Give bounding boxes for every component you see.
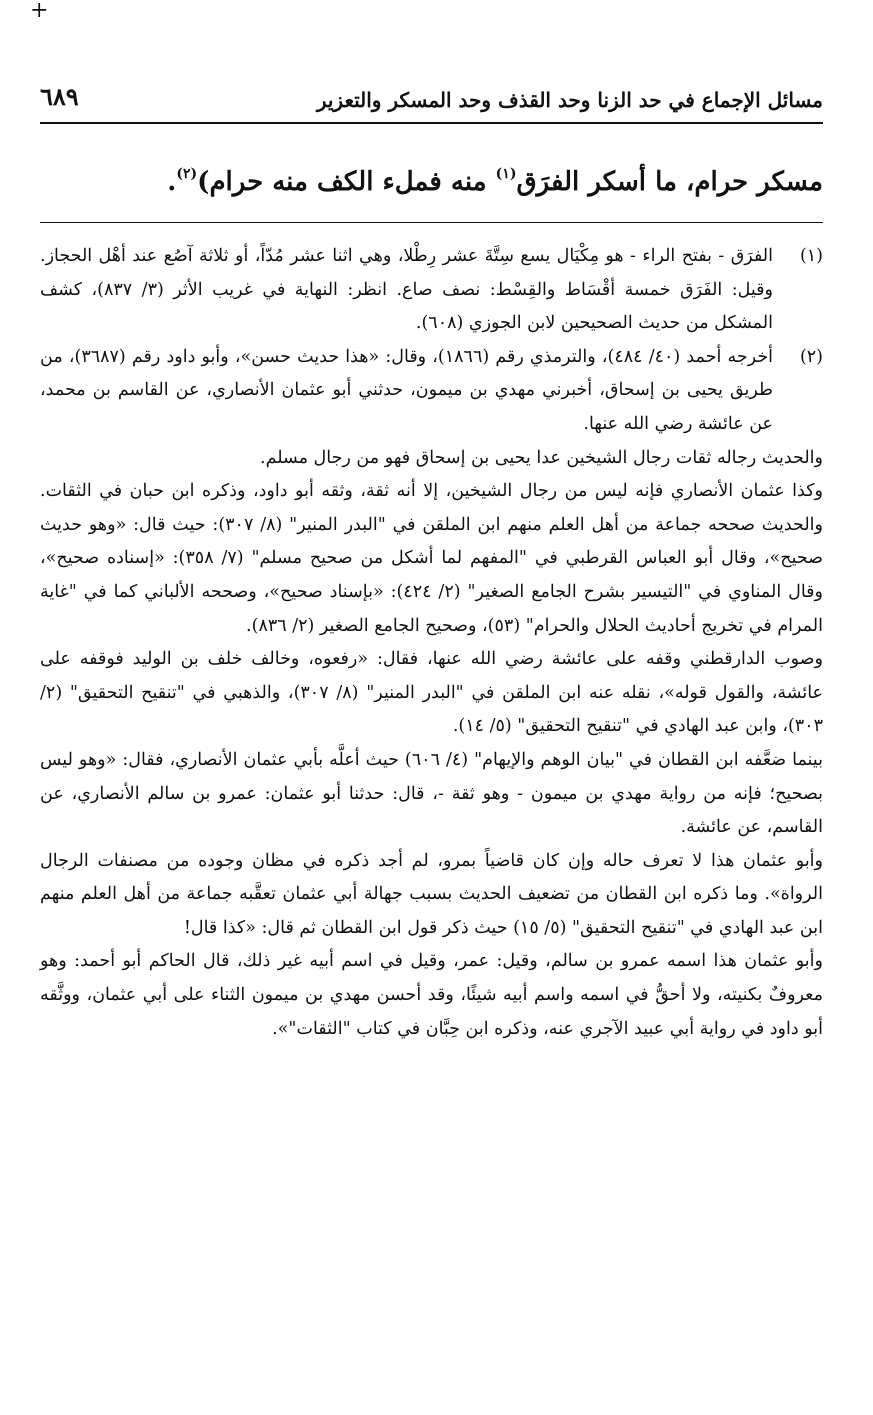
footnote-paragraph: وصوب الدارقطني وقفه على عائشة رضي الله عنها، فقال: «رفعوه، وخالف خلف بن الوليد فوقفه على عائشة، والقول قوله»، نقله عنه ابن الملقن في "البدر المنير" (٨/ ٣٠٧)، والذهبي في "تنقيح التحقيق" (٢/ ٣٠٣)، وابن عبد الهادي في "تنقيح التحقيق" (٥/ ١٤).	[40, 649, 823, 737]
header-rule	[40, 122, 823, 124]
footnote-1	[40, 240, 823, 341]
footnote-paragraph: والحديث رجاله ثقات رجال الشيخين عدا يحيى بن إسحاق فهو من رجال مسلم.	[260, 447, 823, 468]
footnote-number: (١)	[799, 246, 823, 266]
main-text-part1: مسكر حرام، ما أسكر الفرَق	[516, 167, 823, 197]
footnote-separator-rule	[40, 222, 823, 223]
footnote-text: أخرجه أحمد (٤٠/ ٤٨٤)، والترمذي رقم (١٨٦٦)، وقال: «هذا حديث حسن»، وأبو داود رقم (٣٦٨٧)، من طريق يحيى بن إسحاق، أخبرني مهدي بن ميمون، حدثني أبو عثمان الأنصاري، عن القاسم بن محمد، عن عائشة رضي الله عنها.	[40, 346, 774, 434]
corner-registration-mark: +	[30, 0, 49, 23]
footnote-ref-1: (١)	[495, 166, 517, 182]
page-header	[40, 82, 823, 118]
main-text-part2: منه فملء الكف منه حرام)	[197, 167, 496, 197]
footnote-paragraph: وأبو عثمان هذا اسمه عمرو بن سالم، وقيل: عمر، وقيل في اسم أبيه غير ذلك، قال الحاكم أبو أحمد: وهو معروفٌ بكنيته، ولا أحقُّ في اسمه واسم أبيه شيئًا، وقد أحسن مهدي بن ميمون الثناء على أبي عثمان، ووثَّقه أبو داود في رواية أبي عبيد الآجري عنه، وذكره ابن حِبَّان في كتاب "الثقات"».	[40, 951, 823, 1039]
page-number: ٦٨٩	[40, 82, 79, 111]
document-page	[30, 0, 824, 1415]
running-title: مسائل الإجماع في حد الزنا وحد القذف وحد المسكر والتعزير	[316, 88, 823, 112]
footnote-text: الفرَق - بفتح الراء - هو مِكْيَال يسع سِتَّةَ عشر رِطْلا، وهي اثنا عشر مُدّاً، أو ثلاثة آصُع عند أهْل الحجاز. وقيل: الفَرَق خمسة أقْسَاط والقِسْط: نصف صاع. انظر: النهاية في غريب الأثر (٣/ ٨٣٧)، كشف المشكل من حديث الصحيحين لابن الجوزي (٦٠٨).	[40, 246, 773, 334]
footnote-paragraph: وأبو عثمان هذا لا تعرف حاله وإن كان قاضياً بمرو، لم أجد ذكره في مظان وجوده من مصنفات الرجال الرواة». وما ذكره ابن القطان من تضعيف الحديث بسبب جهالة أبي عثمان تعقَّبه جماعة من أهل العلم منهم ابن عبد الهادي في "تنقيح التحقيق" (٥/ ١٥) حيث ذكر قول ابن القطان ثم قال: «كذا قال!	[40, 850, 823, 938]
main-text-part3: .	[167, 167, 177, 197]
main-text-line	[40, 154, 823, 202]
footnote-2	[40, 341, 823, 442]
footnote-paragraph: وكذا عثمان الأنصاري فإنه ليس من رجال الشيخين، إلا أنه ثقة، وثقه أبو داود، وذكره ابن حبان في الثقات. والحديث صححه جماعة من أهل العلم منهم ابن الملقن في "البدر المنير" (٨/ ٣٠٧): حيث قال: «وهو حديث صحيح»، وقال أبو العباس القرطبي في "المفهم لما أشكل من صحيح مسلم" (٧/ ٣٥٨): «إسناده صحيح»، وقال المناوي في "التيسير بشرح الجامع الصغير" (٢/ ٤٢٤): «بإسناد صحيح»، وصححه الألباني كما في "غاية المرام في تخريج أحاديث الحلال والحرام" (٥٣)، وصحيح الجامع الصغير (٢/ ٨٣٦).	[40, 481, 824, 636]
footnotes-section	[40, 240, 823, 1046]
footnote-paragraph: بينما ضعَّفه ابن القطان في "بيان الوهم والإيهام" (٤/ ٦٠٦) حيث أعلَّه بأبي عثمان الأنصاري، فقال: «وهو ليس بصحيح؛ فإنه من رواية مهدي بن ميمون - وهو ثقة -، قال: حدثنا أبو عثمان: عمرو بن سالم الأنصاري، عن القاسم، عن عائشة.	[40, 749, 823, 838]
footnote-number: (٢)	[799, 346, 823, 367]
footnote-ref-2: (٢)	[176, 166, 198, 182]
